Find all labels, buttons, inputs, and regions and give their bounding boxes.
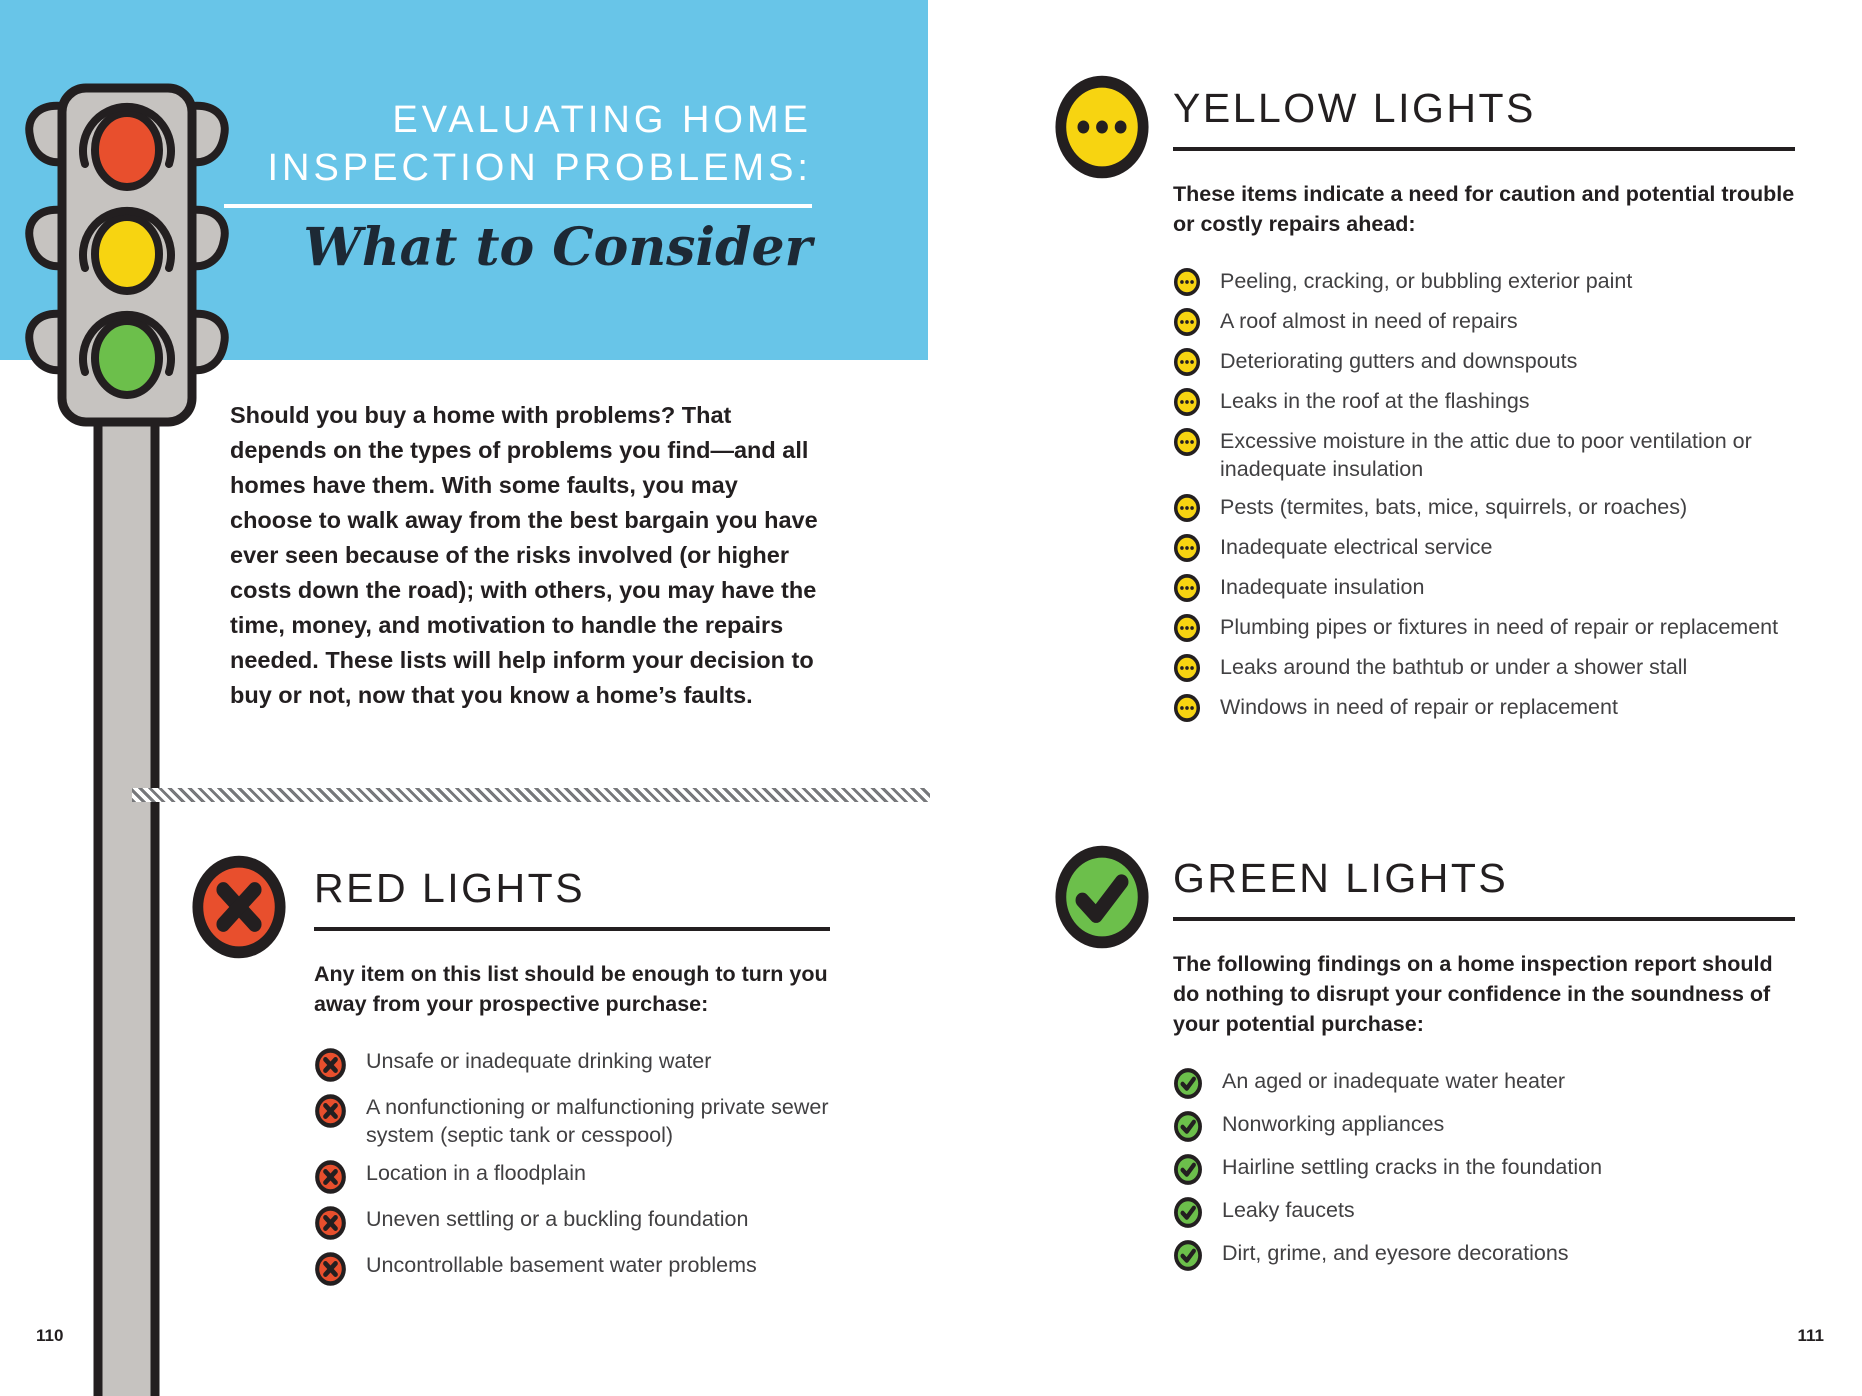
section-heading-red: RED LIGHTS — [314, 865, 586, 911]
ellipsis-circle-icon — [1173, 387, 1201, 417]
red-lights-section — [190, 853, 830, 1297]
yellow-lights-list — [1173, 267, 1795, 723]
list-item-text: Excessive moisture in the attic due to poor ventilation or inadequate insulation — [1220, 429, 1752, 481]
list-item — [314, 1251, 830, 1287]
hatched-divider — [132, 788, 930, 802]
page-number-left: 110 — [36, 1326, 64, 1345]
list-item-text: Leaks in the roof at the flashings — [1220, 389, 1530, 413]
section-underline — [1173, 147, 1795, 151]
section-intro-yellow: These items indicate a need for caution and potential trouble or costly repairs ahead: — [1173, 182, 1795, 236]
yellow-lights-content — [1173, 73, 1795, 733]
green-lights-section — [1053, 843, 1795, 1282]
list-item-text: A nonfunctioning or malfunctioning private sewer system (septic tank or cesspool) — [366, 1095, 829, 1147]
title-underline — [224, 204, 812, 208]
red-lights-list — [314, 1047, 830, 1287]
check-circle-icon — [1173, 1239, 1203, 1272]
red-lights-content — [314, 853, 830, 1297]
section-intro-green: The following findings on a home inspection report should do nothing to disrupt your confidence in the soundness of your potential purchase: — [1173, 952, 1773, 1036]
list-item — [1173, 533, 1795, 563]
list-item-text: Hairline settling cracks in the foundation — [1222, 1155, 1603, 1179]
section-intro-red: Any item on this list should be enough to turn you away from your prospective purchase: — [314, 962, 828, 1016]
list-item-text: Windows in need of repair or replacement — [1220, 695, 1618, 719]
list-item — [1173, 427, 1795, 483]
green-lights-content — [1173, 843, 1795, 1282]
x-circle-icon — [314, 1047, 347, 1083]
list-item — [1173, 693, 1795, 723]
ellipsis-circle-icon — [1173, 493, 1201, 523]
section-underline — [1173, 917, 1795, 921]
ellipsis-circle-icon — [1173, 307, 1201, 337]
list-item — [1173, 613, 1795, 643]
list-item — [1173, 1110, 1795, 1143]
check-circle-icon — [1173, 1067, 1203, 1100]
ellipsis-circle-icon — [1173, 693, 1201, 723]
check-circle-icon — [1173, 1196, 1203, 1229]
x-circle-icon — [314, 1093, 347, 1129]
list-item — [314, 1159, 830, 1195]
list-item — [314, 1093, 830, 1149]
page-number-right: 111 — [1797, 1326, 1824, 1345]
list-item — [1173, 493, 1795, 523]
section-heading-yellow: YELLOW LIGHTS — [1173, 85, 1536, 131]
list-item-text: Leaks around the bathtub or under a shower stall — [1220, 655, 1688, 679]
list-item-text: Peeling, cracking, or bubbling exterior paint — [1220, 269, 1633, 293]
ellipsis-circle-icon — [1173, 533, 1201, 563]
green-lights-list — [1173, 1067, 1795, 1272]
page-subtitle: What to Consider — [303, 217, 812, 278]
page-title-block — [224, 96, 812, 278]
ellipsis-circle-icon — [1173, 653, 1201, 683]
list-item-text: An aged or inadequate water heater — [1222, 1069, 1566, 1093]
list-item-text: Nonworking appliances — [1222, 1112, 1445, 1136]
list-item — [1173, 573, 1795, 603]
list-item-text: Location in a floodplain — [366, 1161, 586, 1185]
list-item — [1173, 307, 1795, 337]
ellipsis-circle-icon — [1173, 613, 1201, 643]
list-item — [1173, 347, 1795, 377]
list-item-text: Inadequate electrical service — [1220, 535, 1493, 559]
ellipsis-circle-icon — [1173, 573, 1201, 603]
ellipsis-circle-icon — [1173, 347, 1201, 377]
list-item — [1173, 1239, 1795, 1272]
ellipsis-circle-icon — [1173, 427, 1201, 457]
x-circle-icon — [314, 1159, 347, 1195]
check-circle-icon — [1053, 843, 1151, 951]
check-circle-icon — [1173, 1153, 1203, 1186]
list-item-text: Leaky faucets — [1222, 1198, 1355, 1222]
x-circle-icon — [314, 1251, 347, 1287]
list-item — [1173, 653, 1795, 683]
list-item-text: Uneven settling or a buckling foundation — [366, 1207, 749, 1231]
list-item-text: Deteriorating gutters and downspouts — [1220, 349, 1578, 373]
list-item-text: Plumbing pipes or fixtures in need of repair or replacement — [1220, 615, 1779, 639]
list-item — [1173, 267, 1795, 297]
x-circle-icon — [190, 853, 288, 961]
list-item — [1173, 1153, 1795, 1186]
list-item — [314, 1047, 830, 1083]
page-title-line1: EVALUATING HOME — [392, 99, 812, 141]
list-item-text: Unsafe or inadequate drinking water — [366, 1049, 712, 1073]
list-item-text: Pests (termites, bats, mice, squirrels, or roaches) — [1220, 495, 1688, 519]
check-circle-icon — [1173, 1110, 1203, 1143]
list-item-text: A roof almost in need of repairs — [1220, 309, 1518, 333]
x-circle-icon — [314, 1205, 347, 1241]
list-item-text: Dirt, grime, and eyesore decorations — [1222, 1241, 1569, 1265]
intro-paragraph: Should you buy a home with problems? That depends on the types of problems you find—and all homes have them. With some faults, you may choose to walk away from the best bargain you have ever seen because of the risks involved (or higher costs down the road); with others, you may have the time, money, and motivation to handle the repairs needed. These lists will help inform your decision to buy or not, now that you know a home’s faults. — [230, 402, 818, 708]
ellipsis-circle-icon — [1053, 73, 1151, 181]
ellipsis-circle-icon — [1173, 267, 1201, 297]
section-heading-green: GREEN LIGHTS — [1173, 855, 1509, 901]
list-item-text: Inadequate insulation — [1220, 575, 1425, 599]
page-title-line2: INSPECTION PROBLEMS: — [267, 147, 812, 189]
section-underline — [314, 927, 830, 931]
list-item — [1173, 1196, 1795, 1229]
list-item — [314, 1205, 830, 1241]
list-item-text: Uncontrollable basement water problems — [366, 1253, 757, 1277]
yellow-lights-section — [1053, 73, 1795, 733]
list-item — [1173, 1067, 1795, 1100]
list-item — [1173, 387, 1795, 417]
